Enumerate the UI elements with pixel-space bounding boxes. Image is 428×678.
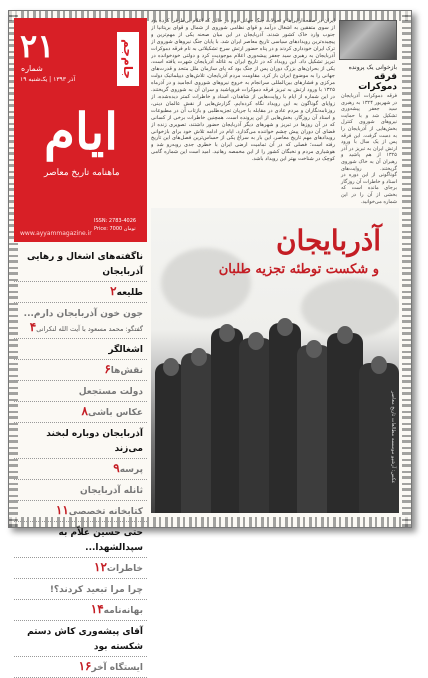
photo-head xyxy=(371,356,387,374)
side-column xyxy=(339,18,399,204)
side-kicker: بازخوانی یک پرونده xyxy=(348,64,397,71)
toc-item-page: ۱۴ xyxy=(90,602,104,616)
toc-item[interactable] xyxy=(14,501,147,522)
toc-item[interactable] xyxy=(14,522,147,558)
photo-figure xyxy=(327,333,363,513)
toc-item-title: کتابخانه تخصصی xyxy=(68,507,143,517)
border-right xyxy=(402,11,411,527)
toc-item-title: ایستگاه آخر xyxy=(91,663,143,673)
masthead xyxy=(14,18,147,242)
toc-item[interactable] xyxy=(14,579,147,600)
toc-item[interactable] xyxy=(14,282,147,303)
photo-head xyxy=(337,326,353,344)
toc-item-page: ۲ xyxy=(110,284,117,298)
photo-head xyxy=(163,358,179,376)
photo-figure xyxy=(181,353,215,513)
toc-item[interactable] xyxy=(14,339,147,360)
issue-date: ۱۹ آذر ۱۳۹۳ | یک‌شنبه xyxy=(20,76,76,83)
photo-head xyxy=(219,324,235,342)
toc-item-title: بهانه‌نامه xyxy=(103,606,143,616)
magazine-subtitle: ماهنامه تاریخ معاصر xyxy=(44,168,120,178)
issue-number: ۲۱ xyxy=(20,28,55,64)
toc-item-title: ثانله آذربایجان xyxy=(80,486,143,496)
photo-tree xyxy=(161,248,251,318)
toc-item-title: خاطرات xyxy=(106,564,143,574)
table-of-contents xyxy=(14,246,147,678)
toc-item[interactable] xyxy=(14,657,147,678)
photo-head xyxy=(277,318,293,336)
toc-item-title: طلیعه xyxy=(116,288,143,298)
toc-item-title: ناگفته‌های اشغال و رهایی آذربایجان xyxy=(27,252,143,277)
toc-item-title: نقش‌ها xyxy=(110,366,143,376)
photo-head xyxy=(191,348,207,366)
photo-head xyxy=(306,340,322,358)
toc-item[interactable] xyxy=(14,621,147,657)
issue-label: شماره xyxy=(21,64,43,73)
toc-item-title: آذربایجان دوباره لبخند می‌زند xyxy=(46,429,143,454)
publisher-logo: جام‌جم xyxy=(117,32,139,86)
toc-item[interactable] xyxy=(14,459,147,480)
toc-item[interactable] xyxy=(14,600,147,621)
toc-item[interactable] xyxy=(14,381,147,402)
toc-item[interactable] xyxy=(14,246,147,282)
toc-item-page: ۹ xyxy=(113,461,120,475)
toc-item[interactable] xyxy=(14,480,147,501)
toc-item-page: ۱۱ xyxy=(55,503,69,517)
toc-item[interactable] xyxy=(14,360,147,381)
price: Price: 7000 تومان xyxy=(94,226,136,232)
toc-item-page: ۱۶ xyxy=(78,659,92,673)
toc-item-title: حتی حسین علاّم به سپدالشهدا... xyxy=(58,528,143,553)
photo-head xyxy=(248,332,264,350)
toc-item-page: ۱۲ xyxy=(94,560,107,574)
cover-subheadline: و شکست توطئه تجزیه طلبان xyxy=(218,262,379,277)
toc-item-title: آقای پیشه‌وری کاش دستم شکسته بود xyxy=(27,627,143,652)
toc-item-title: پرسه xyxy=(119,465,143,475)
toc-item[interactable] xyxy=(14,558,147,579)
website: www.ayyammagazine.ir xyxy=(20,230,92,237)
toc-item[interactable] xyxy=(14,423,147,459)
toc-item-title: چرا مرا تبعید کردند؟! xyxy=(49,585,143,595)
photo-figure xyxy=(239,338,273,513)
side-text: فرقه دموکرات آذربایجان در شهریور ۱۳۲۴ به رهبری سید جعفر پیشه‌وری تشکیل شد و با حمایت نیروهای شوروی کنترل بخش‌هایی از آذربایجان را به دست گرفت. این فرقه پس از یک سال با ورود ارتش ایران به تبریز در آذر ۱۳۲۵ از هم پاشید و رهبران آن به خاک شوروی گریختند. روایت‌های گوناگونی از این دوره در اسناد و خاطرات آن روزگار برجای مانده است که بخشی از آن را در این شماره می‌خوانید. xyxy=(341,93,398,205)
toc-item-title: دولت مستجعل xyxy=(78,387,143,397)
toc-item-subtitle: گفتگو: محمد مسعود با آیت الله لنکرانی xyxy=(36,325,143,333)
toc-item-title: عکاس باشی xyxy=(87,408,143,418)
side-title: فرقه دموکرات xyxy=(358,72,397,92)
toc-item-page: ۸ xyxy=(81,404,88,418)
toc-item[interactable] xyxy=(14,402,147,423)
editorial-text: ایران در صفحه‌آرایی‌ها و تحولات جنگ جهانی دوم در حالی که اعلام بی‌طرفی کرده بود از سوی متفقین به اشغال درآمد و قوای نظامی شوروی از شمال و قوای بریتانیا از جنوب وارد خاک کشور شدند. آذربایجان در این میان صحنه یکی از مهم‌ترین و پیچیده‌ترین رویدادهای سیاسی تاریخ معاصر ایران شد. با پایان جنگ نیروهای شوروی از ترک ایران خودداری کردند و در پناه حضور ارتش سرخ تشکیلاتی به نام فرقه دموکرات آذربایجان به رهبری سید جعفر پیشه‌وری اعلام موجودیت کرد و دولتی خودخوانده در تبریز تشکیل داد. این رویداد که در تاریخ ایران به غائله آذربایجان شهرت یافته است، یکی از بحران‌های بزرگ دوران پس از جنگ بود که پای سازمان ملل متحد و قدرت‌های جهانی را به موضوع ایران باز کرد. مقاومت مردم آذربایجان، تلاش‌های دیپلماتیک دولت مرکزی و فشارهای بین‌المللی سرانجام به خروج نیروهای شوروی انجامید و در آذرماه ۱۳۲۵ با ورود ارتش به تبریز فرقه دموکرات فروپاشید و سران آن به شوروی گریختند. در این شماره از ایام با روایت‌هایی از شاهدان، اسناد و خاطرات کمتر دیده‌شده، از زوایای گوناگون به این رویداد نگاه کرده‌ایم. گزارش‌هایی از نقش عالمان دینی، روزنامه‌نگاران و مردم عادی در مقابله با جریان تجزیه‌طلبی و بازتاب آن در مطبوعات و اسناد آن روزگار، بخش‌هایی از این پرونده است. همچنین خاطرات برخی از کسانی که در آن روزها در تبریز و شهرهای دیگر آذربایجان حضور داشتند، تصویری زنده از فضای آن دوران پیش چشم خواننده می‌گذارد. ایام در ادامه تلاش خود برای بازخوانی رویدادهای مهم تاریخ معاصر، این بار به سراغ یکی از حساس‌ترین فصل‌های این تاریخ رفته است؛ فصلی که در آن تمامیت ارضی ایران با خطری جدی روبه‌رو شد و هوشیاری مردم و نخبگان کشور را از این مخمصه رهانید. امید است این شماره گامی کوچک در شناخت بهتر این رویداد باشد. xyxy=(151,18,335,163)
toc-item-title: جون خون آذربایجان دارم... xyxy=(23,309,143,319)
photo-credit: عکس: آرشیو موسسه مطالعات تاریخ معاصر xyxy=(390,390,396,483)
toc-item-page: ۴ xyxy=(29,320,37,334)
toc-item[interactable] xyxy=(14,303,147,339)
photo-figure xyxy=(297,345,331,513)
cover-photo xyxy=(151,208,399,513)
toc-item-title: اشغالگر xyxy=(108,345,143,355)
cover-headline: آذربایجان xyxy=(275,224,381,257)
issn: ISSN: 2783-4026 xyxy=(94,218,137,224)
portrait-image xyxy=(339,20,397,60)
toc-item-page: ۶ xyxy=(104,362,111,376)
magazine-logo: ایام xyxy=(44,102,118,161)
